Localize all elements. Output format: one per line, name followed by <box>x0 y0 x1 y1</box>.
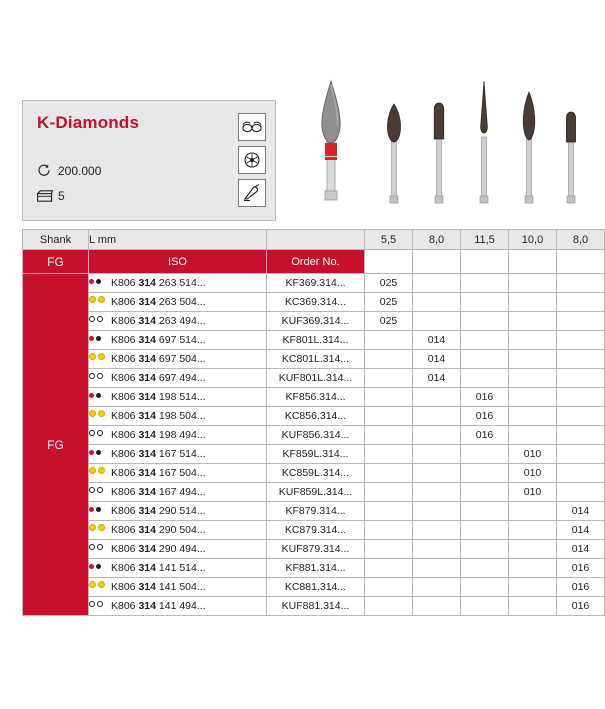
subheader-blank-0 <box>365 250 413 274</box>
iso-code-cell: K806 314 263 514... <box>89 274 267 293</box>
iso-code-cell: K806 314 290 514... <box>89 502 267 521</box>
size-cell-2 <box>461 483 509 502</box>
order-number-cell: KF856.314... <box>267 388 365 407</box>
size-cell-3: 010 <box>509 445 557 464</box>
size-cell-0 <box>365 426 413 445</box>
header-size-2: 11,5 <box>461 230 509 250</box>
subheader-blank-4 <box>557 250 605 274</box>
page-title: K-Diamonds <box>37 113 140 132</box>
order-number-cell: KUF881.314... <box>267 597 365 616</box>
size-cell-0 <box>365 407 413 426</box>
size-cell-1 <box>413 312 461 331</box>
table-row <box>23 445 605 464</box>
size-cell-0 <box>365 597 413 616</box>
size-cell-3 <box>509 426 557 445</box>
order-number-cell: KF881.314... <box>267 559 365 578</box>
size-cell-1 <box>413 578 461 597</box>
table-row <box>23 407 605 426</box>
size-cell-2 <box>461 350 509 369</box>
eye-protection-icon <box>238 113 266 141</box>
header-size-3: 10,0 <box>509 230 557 250</box>
size-cell-4 <box>557 464 605 483</box>
size-cell-2 <box>461 331 509 350</box>
iso-code-cell: K806 314 167 504... <box>89 464 267 483</box>
size-cell-4: 014 <box>557 540 605 559</box>
size-cell-1 <box>413 388 461 407</box>
table-body <box>23 274 605 616</box>
order-number-cell: KUF369.314... <box>267 312 365 331</box>
size-cell-4 <box>557 274 605 293</box>
grit-indicator <box>89 562 111 572</box>
size-cell-2 <box>461 502 509 521</box>
size-cell-4 <box>557 369 605 388</box>
table-row <box>23 578 605 597</box>
size-cell-0 <box>365 502 413 521</box>
quantity-spec <box>37 189 65 205</box>
needle-diamond <box>473 79 495 217</box>
iso-code-cell: K806 314 141 504... <box>89 578 267 597</box>
table-row <box>23 331 605 350</box>
size-cell-3 <box>509 502 557 521</box>
max-speed-value: 200.000 <box>58 164 102 178</box>
order-number-cell: KC859L.314... <box>267 464 365 483</box>
size-cell-0 <box>365 445 413 464</box>
size-cell-1 <box>413 540 461 559</box>
water-cooling-icon <box>238 146 266 174</box>
iso-code-cell: K806 314 290 504... <box>89 521 267 540</box>
flame-diamond-large <box>314 79 348 217</box>
size-cell-4 <box>557 350 605 369</box>
size-cell-0: 025 <box>365 274 413 293</box>
size-cell-2 <box>461 464 509 483</box>
iso-code-cell: K806 314 697 504... <box>89 350 267 369</box>
grit-indicator <box>89 600 111 610</box>
size-cell-0 <box>365 331 413 350</box>
iso-code-cell: K806 314 198 514... <box>89 388 267 407</box>
table-header-row <box>23 230 605 250</box>
header-order-no: Order No. <box>267 250 365 274</box>
table-row <box>23 293 605 312</box>
box-icon <box>37 190 53 205</box>
table-row <box>23 274 605 293</box>
size-cell-1 <box>413 597 461 616</box>
grit-indicator <box>89 505 111 515</box>
size-cell-3 <box>509 274 557 293</box>
grit-indicator <box>89 429 111 439</box>
size-cell-2 <box>461 369 509 388</box>
grit-indicator <box>89 486 111 496</box>
grit-indicator <box>89 581 111 591</box>
size-cell-2 <box>461 540 509 559</box>
order-number-cell: KF801L.314... <box>267 331 365 350</box>
order-number-cell: KC881.314... <box>267 578 365 597</box>
grit-indicator <box>89 372 111 382</box>
size-cell-3 <box>509 331 557 350</box>
size-cell-3 <box>509 521 557 540</box>
size-cell-4 <box>557 312 605 331</box>
size-cell-2 <box>461 312 509 331</box>
size-cell-3 <box>509 350 557 369</box>
order-number-cell: KC369.314... <box>267 293 365 312</box>
size-cell-2 <box>461 578 509 597</box>
size-cell-2 <box>461 445 509 464</box>
size-cell-4: 016 <box>557 597 605 616</box>
size-cell-3 <box>509 578 557 597</box>
size-cell-3 <box>509 388 557 407</box>
size-cell-1 <box>413 445 461 464</box>
table-row <box>23 521 605 540</box>
size-cell-0: 025 <box>365 312 413 331</box>
header-lmm: L mm <box>89 230 267 250</box>
order-number-cell: KUF856.314... <box>267 426 365 445</box>
table-row <box>23 312 605 331</box>
table-row <box>23 483 605 502</box>
iso-code-cell: K806 314 198 504... <box>89 407 267 426</box>
size-cell-1 <box>413 502 461 521</box>
size-cell-0 <box>365 350 413 369</box>
header-size-4: 8,0 <box>557 230 605 250</box>
order-number-cell: KF859L.314... <box>267 445 365 464</box>
grit-indicator <box>89 448 111 458</box>
product-table <box>22 229 605 616</box>
size-cell-4: 016 <box>557 559 605 578</box>
subheader-blank-2 <box>461 250 509 274</box>
table-row <box>23 350 605 369</box>
order-number-cell: KF369.314... <box>267 274 365 293</box>
iso-code-cell: K806 314 167 514... <box>89 445 267 464</box>
size-cell-3: 010 <box>509 483 557 502</box>
size-cell-4 <box>557 407 605 426</box>
order-number-cell: KF879.314... <box>267 502 365 521</box>
size-cell-2 <box>461 521 509 540</box>
size-cell-4: 014 <box>557 521 605 540</box>
header-size-0: 5,5 <box>365 230 413 250</box>
size-cell-0: 025 <box>365 293 413 312</box>
size-cell-4 <box>557 445 605 464</box>
size-cell-3 <box>509 559 557 578</box>
iso-code-cell: K806 314 141 494... <box>89 597 267 616</box>
size-cell-1: 014 <box>413 369 461 388</box>
size-cell-3 <box>509 540 557 559</box>
table-row <box>23 597 605 616</box>
size-cell-0 <box>365 578 413 597</box>
table-row <box>23 388 605 407</box>
size-cell-4 <box>557 388 605 407</box>
order-number-cell: KUF879.314... <box>267 540 365 559</box>
order-number-cell: KC856.314... <box>267 407 365 426</box>
table-subheader-row <box>23 250 605 274</box>
grit-indicator <box>89 524 111 534</box>
size-cell-3 <box>509 369 557 388</box>
round-end-cylinder-small-diamond <box>560 94 582 217</box>
size-cell-1 <box>413 464 461 483</box>
iso-code-cell: K806 314 290 494... <box>89 540 267 559</box>
grit-indicator <box>89 391 111 401</box>
round-end-cylinder-diamond <box>428 87 450 217</box>
shank-type-fg: FG <box>23 250 89 274</box>
size-cell-3 <box>509 597 557 616</box>
size-cell-1 <box>413 407 461 426</box>
grit-indicator <box>89 543 111 553</box>
size-cell-2 <box>461 293 509 312</box>
flame-diamond <box>518 88 540 217</box>
quantity-value: 5 <box>58 189 65 203</box>
bur-shape-illustrations <box>288 88 588 221</box>
iso-code-cell: K806 314 697 494... <box>89 369 267 388</box>
size-cell-4 <box>557 293 605 312</box>
size-cell-4 <box>557 426 605 445</box>
size-cell-0 <box>365 369 413 388</box>
size-cell-4 <box>557 483 605 502</box>
subheader-blank-1 <box>413 250 461 274</box>
max-speed-spec <box>37 163 101 180</box>
size-cell-4: 016 <box>557 578 605 597</box>
order-number-cell: KC801L.314... <box>267 350 365 369</box>
usage-symbols <box>238 113 266 212</box>
iso-code-cell: K806 314 263 504... <box>89 293 267 312</box>
size-cell-2: 016 <box>461 426 509 445</box>
size-cell-3: 010 <box>509 464 557 483</box>
product-header-panel <box>22 100 276 221</box>
header-iso: ISO <box>89 250 267 274</box>
header-spacer <box>267 230 365 250</box>
size-cell-4 <box>557 331 605 350</box>
size-cell-0 <box>365 483 413 502</box>
iso-code-cell: K806 314 263 494... <box>89 312 267 331</box>
grit-indicator <box>89 410 111 420</box>
size-cell-1 <box>413 293 461 312</box>
order-number-cell: KC879.314... <box>267 521 365 540</box>
size-cell-0 <box>365 540 413 559</box>
grit-indicator <box>89 296 111 306</box>
size-cell-2: 016 <box>461 388 509 407</box>
iso-code-cell: K806 314 141 514... <box>89 559 267 578</box>
iso-code-cell: K806 314 198 494... <box>89 426 267 445</box>
size-cell-0 <box>365 388 413 407</box>
grit-indicator <box>89 353 111 363</box>
size-cell-4: 014 <box>557 502 605 521</box>
subheader-blank-3 <box>509 250 557 274</box>
order-number-cell: KUF801L.314... <box>267 369 365 388</box>
table-row <box>23 559 605 578</box>
shank-fg-cell: FG <box>23 274 89 616</box>
size-cell-1: 014 <box>413 331 461 350</box>
size-cell-1 <box>413 426 461 445</box>
size-cell-2 <box>461 559 509 578</box>
header-shank: Shank <box>23 230 89 250</box>
size-cell-1 <box>413 521 461 540</box>
size-cell-3 <box>509 407 557 426</box>
header-size-1: 8,0 <box>413 230 461 250</box>
grit-indicator <box>89 277 111 287</box>
size-cell-2 <box>461 597 509 616</box>
size-cell-1: 014 <box>413 350 461 369</box>
size-cell-1 <box>413 274 461 293</box>
order-number-cell: KUF859L.314... <box>267 483 365 502</box>
size-cell-3 <box>509 293 557 312</box>
grit-indicator <box>89 467 111 477</box>
table-row <box>23 502 605 521</box>
iso-code-cell: K806 314 167 494... <box>89 483 267 502</box>
table-row <box>23 464 605 483</box>
size-cell-2: 016 <box>461 407 509 426</box>
size-cell-3 <box>509 312 557 331</box>
table-row <box>23 540 605 559</box>
size-cell-0 <box>365 521 413 540</box>
size-cell-1 <box>413 483 461 502</box>
handpiece-icon <box>238 179 266 207</box>
size-cell-0 <box>365 464 413 483</box>
egg-diamond <box>383 97 405 217</box>
grit-indicator <box>89 334 111 344</box>
table-row <box>23 426 605 445</box>
rotation-icon <box>37 163 53 180</box>
iso-code-cell: K806 314 697 514... <box>89 331 267 350</box>
size-cell-2 <box>461 274 509 293</box>
size-cell-0 <box>365 559 413 578</box>
grit-indicator <box>89 315 111 325</box>
table-row <box>23 369 605 388</box>
size-cell-1 <box>413 559 461 578</box>
